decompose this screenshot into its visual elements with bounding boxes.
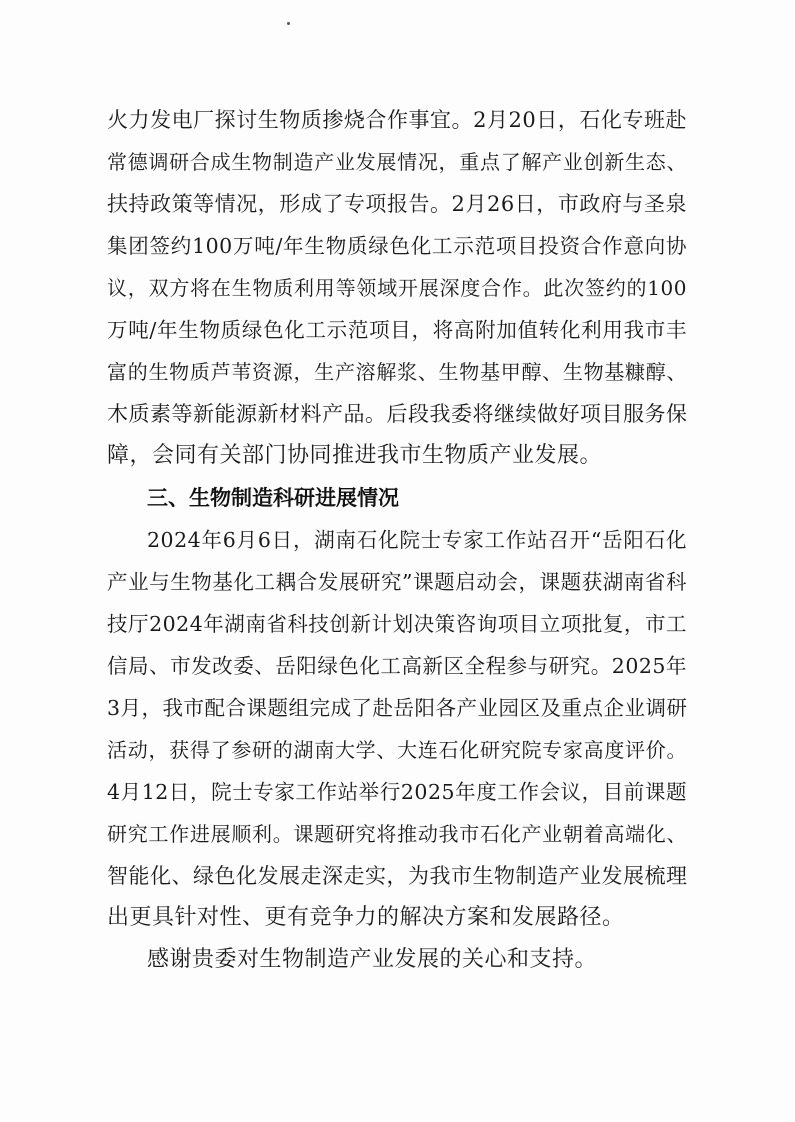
paragraph-1-line: 富的生物质芦苇资源，生产溶解浆、生物基甲醇、生物基糠醇、 bbox=[107, 360, 687, 384]
paragraph-1-line: 火力发电厂探讨生物质掺烧合作事宜。2月20日，石化专班赴 bbox=[107, 108, 687, 132]
paragraph-1-line: 常德调研合成生物制造产业发展情况，重点了解产业创新生态、 bbox=[107, 150, 687, 174]
paragraph-1-line: 集团签约100万吨/年生物质绿色化工示范项目投资合作意向协 bbox=[107, 234, 687, 258]
paragraph-2-line: 研究工作进展顺利。课题研究将推动我市石化产业朝着高端化、 bbox=[107, 822, 687, 846]
paragraph-2-line: 2024年6月6日，湖南石化院士专家工作站召开“岳阳石化 bbox=[147, 528, 687, 552]
paragraph-2-line: 产业与生物基化工耦合发展研究”课题启动会，课题获湖南省科 bbox=[107, 570, 687, 594]
section-heading: 三、生物制造科研进展情况 bbox=[147, 486, 399, 510]
paragraph-1-line: 扶持政策等情况，形成了专项报告。2月26日，市政府与圣泉 bbox=[107, 192, 687, 216]
scan-speck bbox=[287, 22, 290, 25]
paragraph-2-line: 出更具针对性、更有竞争力的解决方案和发展路径。 bbox=[107, 905, 625, 930]
paragraph-2-line: 智能化、绿色化发展走深走实，为我市生物制造产业发展梳理 bbox=[107, 864, 688, 888]
paragraph-2-line: 3月，我市配合课题组完成了赴岳阳各产业园区及重点企业调研 bbox=[107, 696, 688, 720]
paragraph-2-line: 活动，获得了参研的湖南大学、大连石化研究院专家高度评价。 bbox=[107, 738, 687, 762]
paragraph-1-line: 木质素等新能源新材料产品。后段我委将继续做好项目服务保 bbox=[107, 402, 688, 426]
closing-line: 感谢贵委对生物制造产业发展的关心和支持。 bbox=[147, 947, 598, 972]
paragraph-2-line: 技厅2024年湖南省科技创新计划决策咨询项目立项批复，市工 bbox=[107, 612, 687, 636]
paragraph-1-line: 议，双方将在生物质利用等领域开展深度合作。此次签约的100 bbox=[107, 276, 687, 300]
paragraph-2-line: 4月12日，院士专家工作站举行2025年度工作会议，目前课题 bbox=[107, 780, 687, 804]
paragraph-1-line: 障，会同有关部门协同推进我市生物质产业发展。 bbox=[107, 443, 603, 468]
paragraph-2-line: 信局、市发改委、岳阳绿色化工高新区全程参与研究。2025年 bbox=[107, 654, 687, 678]
paragraph-1-line: 万吨/年生物质绿色化工示范项目，将高附加值转化利用我市丰 bbox=[107, 318, 687, 342]
